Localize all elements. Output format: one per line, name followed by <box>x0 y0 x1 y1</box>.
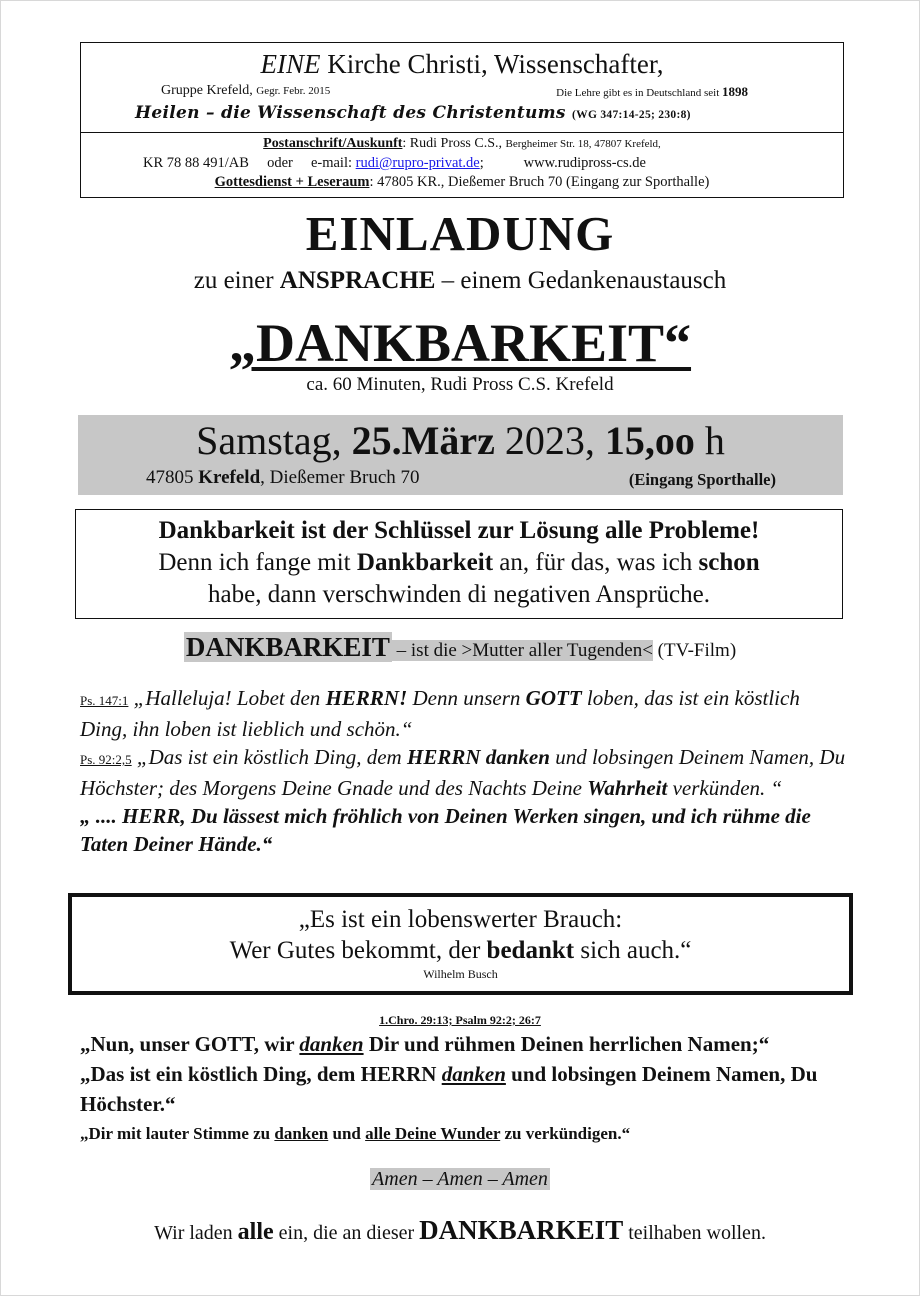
key-message-line2: Denn ich fange mit Dankbarkeit an, für das, was ich schon <box>158 549 760 576</box>
email-link[interactable]: rudi@rupro-privat.de <box>355 155 480 171</box>
duration-speaker: ca. 60 Minuten, Rudi Pross C.S. Krefeld <box>306 374 614 395</box>
event-address: 47805 Krefeld, Dießemer Bruch 70 <box>146 467 420 488</box>
quote-author: Wilhelm Busch <box>423 967 498 981</box>
chronicle-reference: 1.Chro. 29:13; Psalm 92:2; 26:7 <box>379 1013 541 1027</box>
busch-quote-box <box>68 893 853 995</box>
psalm-92: Ps. 92:2,5 „Das ist ein köstlich Ding, dem HERRN danken und lobsingen Deinem Namen, Du Höchster; des Morgens Deine Gnade und des Nachts Deine Wahrheit verkünden. “ <box>80 745 846 800</box>
key-message-line3: habe, dann verschwinden di negativen Ansprüche. <box>208 581 710 608</box>
invitation-subtitle: zu einer ANSPRACHE – einem Gedankenaustausch <box>193 267 727 294</box>
amen-line: Amen – Amen – Amen <box>372 1168 548 1190</box>
group-info: Gruppe Krefeld, Gegr. Febr. 2015 <box>161 83 331 98</box>
chronicle-line3: „Dir mit lauter Stimme zu danken und alle Deine Wunder zu verkündigen.“ <box>80 1124 631 1143</box>
chronicle-line1: „Nun, unser GOTT, wir danken Dir und rühmen Deinen herrlichen Namen;“ <box>80 1032 770 1056</box>
chronicle-line2: „Das ist ein köstlich Ding, dem HERRN danken und lobsingen Deinem Namen, Du Höchster.“ <box>80 1062 818 1116</box>
event-entrance: (Eingang Sporthalle) <box>628 470 776 489</box>
psalm-quotes <box>80 684 850 858</box>
contact-line: KR 78 88 491/AB oder e-mail: rudi@rupro-privat.de; www.rudipross-cs.de <box>143 155 646 171</box>
key-message-line1: Dankbarkeit ist der Schlüssel zur Lösung alle Probleme! <box>158 517 760 544</box>
closing-invitation: Wir laden alle ein, die an dieser DANKBARKEIT teilhaben wollen. <box>154 1215 766 1245</box>
quote-line2: Wer Gutes bekommt, der bedankt sich auch.“ <box>229 937 692 964</box>
psalm-147: Ps. 147:1 „Halleluja! Lobet den HERRN! Denn unsern GOTT loben, das ist ein köstlich Ding, ihn loben ist lieblich und schön.“ <box>80 686 800 741</box>
website: ; www.rudipross-cs.de <box>479 155 646 171</box>
postal-address: Postanschrift/Auskunft: Rudi Pross C.S., Bergheimer Str. 18, 47807 Krefeld, <box>263 136 661 151</box>
virtue-line: DANKBARKEIT – ist die >Mutter aller Tugenden< (TV-Film) <box>185 632 737 662</box>
header-divider <box>81 132 843 133</box>
chronicle-quotes <box>80 1029 850 1149</box>
invitation-heading: EINLADUNG <box>305 206 615 261</box>
church-header <box>80 42 844 198</box>
church-title: EINE Kirche Christi, Wissenschafter, <box>260 49 664 79</box>
event-date-band <box>78 415 843 495</box>
service-address: Gottesdienst + Leseraum: 47805 KR., Dießemer Bruch 70 (Eingang zur Sporthalle) <box>214 174 710 190</box>
quote-line1: „Es ist ein lobenswerter Brauch: <box>298 906 623 933</box>
teaching-since: Die Lehre gibt es in Deutschland seit 1898 <box>556 84 748 99</box>
key-message-box <box>75 509 843 619</box>
motto: Heilen – die Wissenschaft des Christentums (WG 347:14-25; 230:8) <box>135 103 691 123</box>
event-date: Samstag, 25.März 2023, 15,oo h <box>196 418 725 463</box>
psalm-continuation: „ .... HERR, Du lässest mich fröhlich von Deinen Werken singen, und ich rühme die Taten Deiner Hände.“ <box>80 804 811 856</box>
topic-title: „DANKBARKEIT“ <box>228 313 692 373</box>
